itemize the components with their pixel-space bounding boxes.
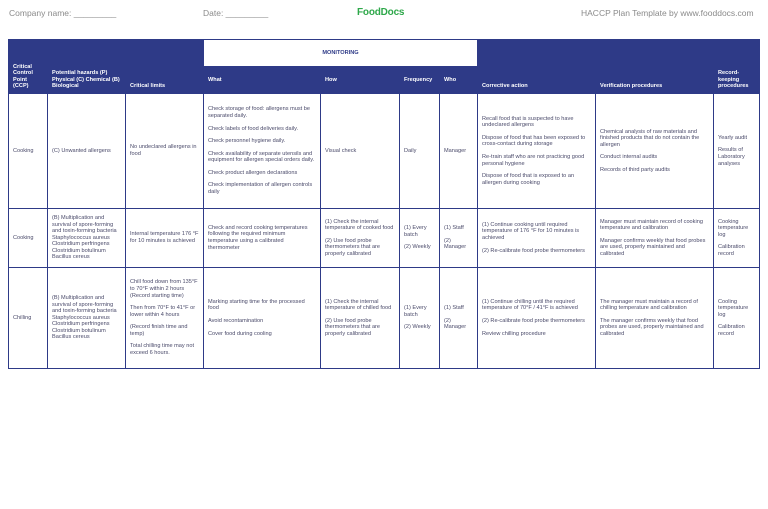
cell-what — [204, 268, 321, 369]
cell-text: (1) Every batch — [404, 305, 427, 318]
cell-text: Review chilling procedure — [482, 330, 546, 337]
cell-verification — [596, 94, 714, 209]
cell-text: Marking starting time for the processed food — [208, 298, 305, 312]
cell-record — [714, 209, 760, 268]
cell-text: Check labels of food deliveries daily. — [208, 125, 299, 132]
cell-text: (2) Re-calibrate food probe thermometers — [482, 318, 585, 324]
cell-text: Manager must maintain record of cooking temperature and calibration — [600, 218, 703, 232]
page-header — [0, 0, 768, 28]
cell-text: Conduct internal audits — [600, 154, 658, 161]
fooddocs-logo: FoodDocs — [357, 7, 405, 18]
cell-frequency — [400, 209, 440, 268]
cell-text: (2) Manager — [444, 317, 467, 331]
col-header-how: How — [321, 67, 400, 94]
col-header-what: What — [204, 67, 321, 94]
col-header-corrective-action: Corrective action — [478, 40, 596, 94]
cell-frequency — [400, 268, 440, 369]
col-header-ccp: Critical Control Point (CCP) — [9, 40, 48, 94]
cell-text: Records of third party audits — [600, 166, 670, 173]
cell-verification — [596, 209, 714, 268]
cell-hazards: (C) Unwanted allergens — [48, 94, 126, 209]
cell-text: (2) Re-calibrate food probe thermometers — [482, 247, 585, 254]
cell-text: Check product allergen declarations — [208, 169, 298, 176]
cell-text: (2) Use food probe thermometers that are properly calibrated — [325, 317, 381, 337]
cell-text: Cooling temperature log — [718, 298, 749, 318]
cell-text: Manager — [444, 147, 467, 154]
cell-how — [321, 268, 400, 369]
cell-text: (2) Use food probe thermometers that are properly calibrated — [325, 237, 381, 257]
cell-text: (Record finish time and temp) — [130, 324, 188, 337]
cell-text: Check personnel hygiene daily. — [208, 138, 286, 145]
haccp-plan-table — [8, 39, 760, 369]
cell-frequency — [400, 94, 440, 209]
company-name-field: Company name: _________ — [9, 8, 117, 18]
cell-corrective — [478, 268, 596, 369]
cell-text: Then from 70°F to 41°F or lower within 4 hours — [130, 305, 196, 318]
cell-ccp: Cooking — [9, 94, 48, 209]
cell-text: Calibration record — [718, 324, 745, 337]
cell-text: Calibration record — [718, 244, 745, 257]
table-row — [9, 94, 760, 209]
cell-text: Check storage of food: allergens must be separated daily. — [208, 106, 310, 119]
cell-who — [440, 94, 478, 209]
col-header-hazards: Potential hazards (P) Physical (C) Chemical (B) Biological — [48, 40, 126, 94]
cell-text: (2) Weekly — [404, 324, 431, 331]
cell-text: No undeclared allergens in food — [130, 144, 197, 157]
cell-text: Daily — [404, 147, 417, 154]
col-header-who: Who — [440, 67, 478, 94]
cell-how — [321, 94, 400, 209]
cell-record — [714, 268, 760, 369]
cell-how — [321, 209, 400, 268]
cell-text: Avoid recontamination — [208, 318, 264, 324]
cell-hazards: (B) Multiplication and survival of spore-forming and toxin-forming bacteria Staphylococcus aureus Clostridium perfringens Clostridium botulinum Bacillus cereus — [48, 268, 126, 369]
col-header-record-keeping: Record-keeping procedures — [714, 40, 760, 94]
cell-text: Cooking temperature log — [718, 218, 749, 238]
template-credit: HACCP Plan Template by www.fooddocs.com — [581, 8, 754, 18]
table-row — [9, 268, 760, 369]
col-header-verification: Verification procedures — [596, 40, 714, 94]
cell-text: Check availability of separate utensils and equipment for allergen special orders daily. — [208, 150, 315, 164]
cell-text: (1) Staff — [444, 225, 464, 232]
cell-text: (1) Continue chilling until the required temperature of 70°F / 41°F is achieved — [482, 298, 578, 312]
cell-record — [714, 94, 760, 209]
cell-who — [440, 268, 478, 369]
cell-text: Total chilling time may not exceed 6 hours. — [130, 343, 195, 357]
cell-text: (1) Staff — [444, 305, 464, 312]
cell-limits — [126, 268, 204, 369]
cell-text: (2) Weekly — [404, 244, 431, 251]
col-header-critical-limits: Critical limits — [126, 40, 204, 94]
table-row — [9, 209, 760, 268]
cell-hazards: (B) Multiplication and survival of spore-forming and toxin-forming bacteria Staphylococcus aureus Clostridium perfringens Clostridium botulinum Bacillus cereus — [48, 209, 126, 268]
cell-text: (1) Every batch — [404, 225, 427, 238]
cell-text: Dispose of food that is exposed to an allergen during cooking — [482, 173, 575, 186]
cell-text: Check implementation of allergen controls daily — [208, 182, 313, 196]
cell-verification — [596, 268, 714, 369]
cell-text: Internal temperature 176 °F for 10 minutes is achieved — [130, 231, 199, 244]
cell-text: Manager confirms weekly that food probes are used, properly maintained and calibrated — [600, 237, 706, 257]
cell-limits — [126, 209, 204, 268]
cell-text: (1) Check the internal temperature of cooked food — [325, 218, 394, 232]
cell-what — [204, 94, 321, 209]
cell-text: Chemical analysis of raw materials and finished products that do not contain the allergen — [600, 128, 700, 148]
cell-text: Visual check — [325, 147, 357, 154]
cell-who — [440, 209, 478, 268]
cell-text: Cover food during cooling — [208, 330, 272, 337]
cell-limits — [126, 94, 204, 209]
cell-text: Recall food that is suspected to have undeclared allergens — [482, 115, 574, 129]
cell-text: (1) Check the internal temperature of chilled food — [325, 298, 392, 312]
cell-text: Re-train staff who are not practicing good personal hygiene — [482, 154, 585, 167]
cell-text: Check and record cooking temperatures following the required minimum temperature using a calibrated thermometer — [208, 224, 308, 251]
cell-corrective — [478, 94, 596, 209]
cell-text: Results of Laboratory analyses — [718, 147, 745, 167]
cell-text: (2) Manager — [444, 237, 467, 251]
cell-ccp: Chilling — [9, 268, 48, 369]
cell-what — [204, 209, 321, 268]
cell-text: The manager must maintain a record of chilling temperature and calibration — [600, 298, 698, 312]
cell-corrective — [478, 209, 596, 268]
cell-text: (1) Continue cooking until required temperature of 176 °F for 10 minutes is achieved — [482, 221, 580, 241]
col-header-frequency: Frequency — [400, 67, 440, 94]
col-header-monitoring: MONITORING — [204, 40, 478, 67]
cell-text: The manager confirms weekly that food probes are used, properly maintained and calibrated — [600, 317, 704, 337]
date-field: Date: _________ — [203, 8, 269, 18]
cell-text: Chill food down from 135°F to 70°F within 2 hours (Record starting time) — [130, 279, 198, 299]
cell-text: Dispose of food that has been exposed to cross-contact during storage — [482, 134, 586, 148]
cell-ccp: Cooking — [9, 209, 48, 268]
cell-text: Yearly audit — [718, 134, 748, 141]
